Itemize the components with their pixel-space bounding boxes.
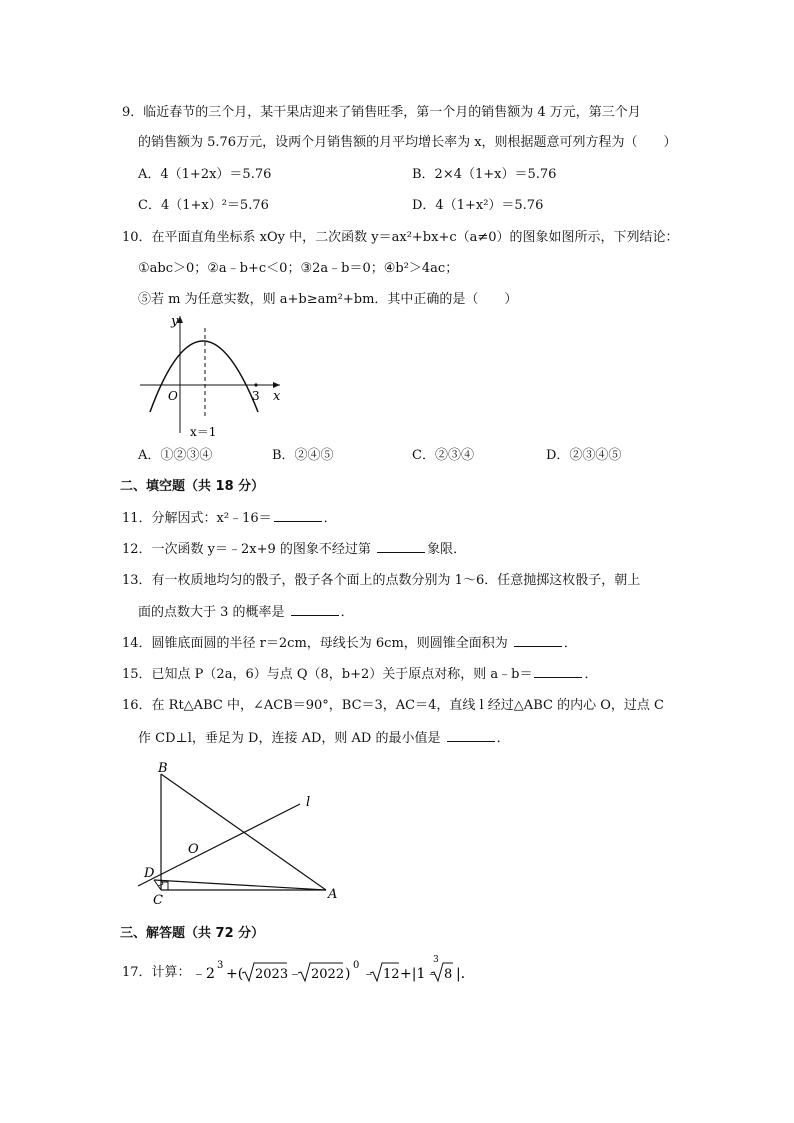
q14-end: ．: [563, 636, 577, 651]
fig-label-l: l: [306, 795, 311, 810]
q17-root-12: 12: [383, 967, 400, 982]
q9-option-a: A．4（1+2x）＝5.76: [138, 167, 272, 182]
fig-label-b: B: [158, 761, 168, 776]
q14-blank: [514, 634, 562, 647]
q9-line1: 9．临近春节的三个月，某干果店迎来了销售旺季，第一个月的销售额为 4 万元，第三个月: [122, 105, 641, 120]
q17-abs-close: |．: [456, 966, 475, 982]
q10-option-b: B．②④⑤: [272, 448, 334, 463]
q15-blank: [534, 665, 582, 678]
q17-close-paren: ): [345, 966, 351, 982]
q17-root-8: 8: [444, 967, 453, 982]
graph-x-label: x: [273, 389, 281, 404]
q17-term-neg2: ﹣2: [192, 966, 215, 982]
q10-option-c: C．②③④: [412, 448, 474, 463]
q12-text: 12．一次函数 y＝﹣2x+9 的图象不经过第: [122, 542, 376, 557]
q10-line2: ①abc＞0；②a﹣b+c＜0；③2a﹣b＝0；④b²＞4ac；: [138, 261, 459, 276]
q10-line3: ⑤若 m 为任意实数，则 a+b≥am²+bm．其中正确的是（ ）: [138, 292, 518, 307]
q9-option-b: B．2×4（1+x）＝5.76: [412, 167, 557, 182]
triangle-figure: [130, 758, 350, 908]
q12-end: 象限．: [427, 542, 467, 557]
q17-cube-index: 3: [433, 955, 439, 965]
q17-prefix: 17．计算：: [122, 965, 191, 980]
fig-label-d: D: [144, 866, 155, 881]
section-2-title: 二、填空题（共 18 分）: [120, 479, 265, 494]
q13-end: ．: [340, 605, 354, 620]
q17-minus-1: ﹣: [288, 966, 302, 982]
q16-line2: [138, 729, 510, 748]
q10-option-a: A．①②③④: [138, 448, 213, 463]
q17-exp-0: 0: [353, 960, 360, 971]
q13-blank: [291, 603, 339, 616]
q14: [122, 634, 577, 653]
q13-line1: 13．有一枚质地均匀的骰子，骰子各个面上的点数分别为 1～6．任意抛掷这枚骰子，朝上: [122, 573, 641, 588]
q10-line1: 10．在平面直角坐标系 xOy 中，二次函数 y＝ax²+bx+c（a≠0）的图象如图所示，下列结论：: [122, 230, 679, 245]
q9-option-c: C．4（1+x）²＝5.76: [138, 198, 269, 213]
fig-label-o: O: [188, 842, 199, 857]
q13-line2-text: 面的点数大于 3 的概率是: [138, 605, 289, 620]
q15-end: ．: [584, 667, 598, 682]
graph-y-label: y: [171, 314, 179, 329]
q12: [122, 540, 466, 559]
section-3-title: 三、解答题（共 72 分）: [120, 926, 265, 941]
q17-open-paren: +(: [226, 966, 244, 982]
q17-root-2022: 2022: [311, 967, 345, 982]
q11-blank: [274, 509, 322, 522]
q9-line2: 的销售额为 5.76万元，设两个月销售额的月平均增长率为 x，则根据题意可列方程为（ ）: [138, 135, 677, 150]
q16-line2-text: 作 CD⊥l，垂足为 D，连接 AD，则 AD 的最小值是: [138, 731, 445, 746]
q17-abs-open: +|1﹣: [400, 966, 440, 982]
q9-option-d: D．4（1+x²）＝5.76: [412, 198, 544, 213]
q12-blank: [377, 540, 425, 553]
q17-root-2023: 2023: [255, 967, 289, 982]
parabola-graph: [130, 308, 300, 443]
q11: [122, 509, 337, 528]
q17-formula: [190, 953, 490, 987]
q10-option-d: D．②③④⑤: [546, 448, 622, 463]
q14-text: 14．圆锥底面圆的半径 r＝2cm，母线长为 6cm，则圆锥全面积为: [122, 636, 512, 651]
q11-end: ．: [323, 511, 337, 526]
q15: [122, 665, 597, 684]
q11-text: 11．分解因式：x²﹣16＝: [122, 511, 272, 526]
q16-line1: 16．在 Rt△ABC 中，∠ACB＝90°，BC＝3，AC＝4，直线 l 经过△ABC 的内心 O，过点 C: [122, 698, 664, 713]
graph-axis-label: x＝1: [190, 425, 217, 439]
fig-label-c: C: [153, 893, 163, 908]
q17-minus-2: ﹣: [362, 966, 376, 982]
fig-label-a: A: [328, 887, 338, 902]
q16-blank: [447, 729, 495, 742]
graph-origin-label: O: [168, 389, 178, 403]
q17-exp-3: 3: [217, 960, 224, 971]
q13-line2: [138, 603, 354, 622]
q15-text: 15．已知点 P（2a，6）与点 Q（8，b+2）关于原点对称，则 a﹣b＝: [122, 667, 533, 682]
graph-root-label: 3: [252, 389, 260, 403]
q16-end: ．: [496, 731, 510, 746]
